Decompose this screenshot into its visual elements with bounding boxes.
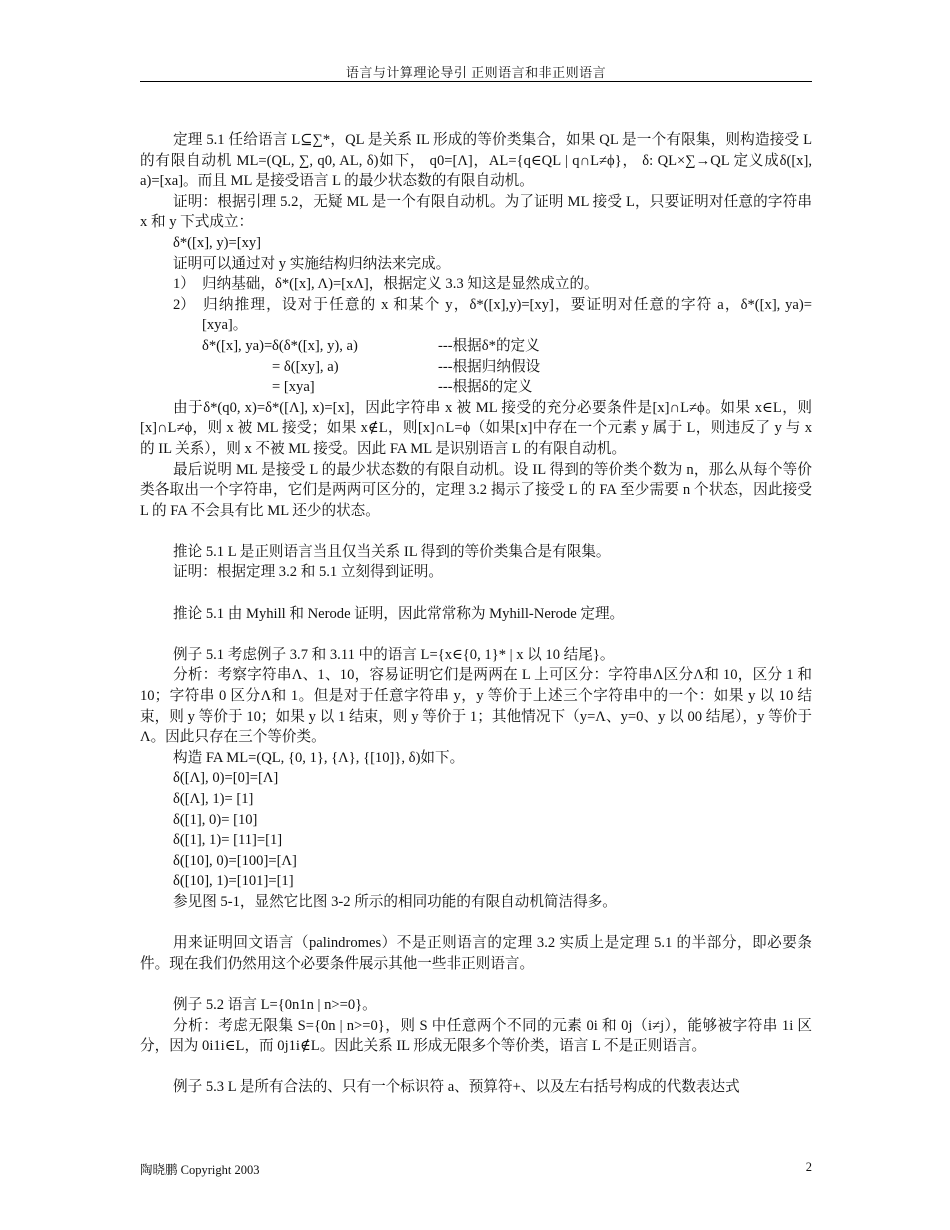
figure-reference: 参见图 5-1，显然它比图 3-2 所示的相同功能的有限自动机简洁得多。 <box>173 893 617 910</box>
list-item-text: 归纳基础，δ*([x], Λ)=[xΛ]，根据定义 3.3 知这是显然成立的。 <box>202 276 599 293</box>
proof-method: 证明可以通过对 y 实施结构归纳法来完成。 <box>173 255 451 272</box>
page-number: 2 <box>805 1160 812 1174</box>
equation-reason: ---根据δ*的定义 <box>438 337 540 354</box>
equation-reason: ---根据δ的定义 <box>438 379 533 396</box>
palindrome-remark: 用来证明回文语言（palindromes）不是正则语言的定理 3.2 实质上是定理 5.1 的半部分，即必要条件。现在我们仍然用这个必要条件展示其他一些非正则语言。 <box>140 935 812 972</box>
equation-reason: ---根据归纳假设 <box>438 358 541 375</box>
paragraph-gap <box>140 583 812 604</box>
example-5-1-analysis: 分析：考察字符串Λ、1、10，容易证明它们是两两在 L 上可区分：字符串Λ区分Λ和 10，区分 1 和 10；字符串 0 区分Λ和 1。但是对于任意字符串 y，y 等价于上述三个字符串中的一个：如果 y 以 10 结束，则 y 等价于 10；如果 y 以 1 结束，则 y 等价于 1；其他情况下（y=Λ、y=0、y 以 00 结尾），y 等价于Λ。因此只存在三个等价类。 <box>140 667 812 746</box>
footer-copyright: 陶晓鹏 Copyright 2003 <box>140 1163 260 1177</box>
fa-construction: 构造 FA ML=(QL, {0, 1}, {Λ}, {[10]}, δ)如下。 <box>173 749 465 766</box>
paragraph-gap <box>140 913 812 934</box>
corollary-5-1: 推论 5.1 L 是正则语言当且仅当关系 IL 得到的等价类集合是有限集。 <box>173 543 611 560</box>
header-rule <box>140 81 812 82</box>
corollary-proof: 证明：根据定理 3.2 和 5.1 立刻得到证明。 <box>173 564 443 581</box>
paragraph-gap <box>140 624 812 645</box>
example-5-2: 例子 5.2 语言 L={0n1n | n>=0}。 <box>173 996 377 1013</box>
list-item-induction <box>140 295 812 336</box>
proof-intro: 证明：根据引理 5.2，无疑 ML 是一个有限自动机。为了证明 ML 接受 L，只要证明对任意的字符串 x 和 y 下式成立： <box>140 193 812 231</box>
page-body <box>140 130 812 1098</box>
myhill-nerode-note: 推论 5.1 由 Myhill 和 Nerode 证明，因此常常称为 Myhill-Nerode 定理。 <box>173 605 625 622</box>
list-number: 1） <box>173 276 195 293</box>
equation-lhs: δ*([x], ya)= <box>202 337 273 354</box>
equation-lhs <box>202 357 272 378</box>
transition-line: δ([Λ], 0)=[0]=[Λ] <box>173 770 279 787</box>
paragraph-gap <box>140 974 812 995</box>
running-header: 语言与计算理论导引 正则语言和非正则语言 <box>345 65 607 80</box>
example-5-1: 例子 5.1 考虑例子 3.7 和 3.11 中的语言 L={x∈{0, 1}* | x 以 10 结尾}。 <box>173 646 615 663</box>
list-item-text: 归纳推理，设对于任意的 x 和某个 y，δ*([x],y)=[xy]，要证明对任意的字符 a，δ*([x], ya)=[xya]。 <box>202 296 812 334</box>
list-item-basis <box>140 274 812 295</box>
transition-line: δ([1], 1)= [11]=[1] <box>173 832 283 849</box>
paragraph-gap <box>140 521 812 542</box>
equation-block <box>140 336 812 398</box>
equation-lhs <box>202 377 272 398</box>
example-5-2-analysis: 分析：考虑无限集 S={0n | n>=0}，则 S 中任意两个不同的元素 0i 和 0j（i≠j），能够被字符串 1i 区分，因为 0i1i∈L，而 0j1i∉L。因此关系 IL 形成无限多个等价类，语言 L 不是正则语言。 <box>140 1017 812 1055</box>
transition-line: δ([1], 0)= [10] <box>173 811 258 828</box>
transition-line: δ([10], 1)=[101]=[1] <box>173 873 294 890</box>
equation-rhs: δ(δ*([x], y), a) <box>272 337 358 354</box>
equation-rhs: = [xya] <box>272 379 315 396</box>
paragraph-gap <box>140 1057 812 1078</box>
transition-line: δ([Λ], 1)= [1] <box>173 791 254 807</box>
example-5-3: 例子 5.3 L 是所有合法的、只有一个标识符 a、预算符+、以及左右括号构成的代数表达式 <box>173 1079 740 1096</box>
transition-line: δ([10], 0)=[100]=[Λ] <box>173 852 297 869</box>
formula-delta-star: δ*([x], y)=[xy] <box>173 234 262 251</box>
list-number: 2） <box>173 296 195 313</box>
minimality-argument: 最后说明 ML 是接受 L 的最少状态数的有限自动机。设 IL 得到的等价类个数为 n，那么从每个等价类各取出一个字符串，它们是两两可区分的，定理 3.2 揭示了接受 L 的 FA 至少需要 n 个状态，因此接受 L 的 FA 不会具有比 ML 还少的状态。 <box>140 461 812 519</box>
theorem-5-1: 定理 5.1 任给语言 L⊆∑*，QL 是关系 IL 形成的等价类集合，如果 QL 是一个有限集，则构造接受 L 的有限自动机 ML=(QL, ∑, q0, AL, δ)如下， q0=[Λ]，AL={q∈QL | q∩L≠ϕ}， δ: QL×∑→QL 定义成δ([x], a)=[xa]。而且 ML 是接受语言 L 的最少状态数的有限自动机。 <box>140 132 812 190</box>
acceptance-argument: 由于δ*(q0, x)=δ*([Λ], x)=[x]，因此字符串 x 被 ML 接受的充分必要条件是[x]∩L≠ϕ。如果 x∈L，则[x]∩L≠ϕ，则 x 被 ML 接受；如果 x∉L，则[x]∩L=ϕ（如果[x]中存在一个元素 y 属于 L，则违反了 y 与 x 的 IL 关系），则 x 不被 ML 接受。因此 FA ML 是识别语言 L 的有限自动机。 <box>140 399 812 457</box>
equation-rhs: = δ([xy], a) <box>272 358 339 375</box>
